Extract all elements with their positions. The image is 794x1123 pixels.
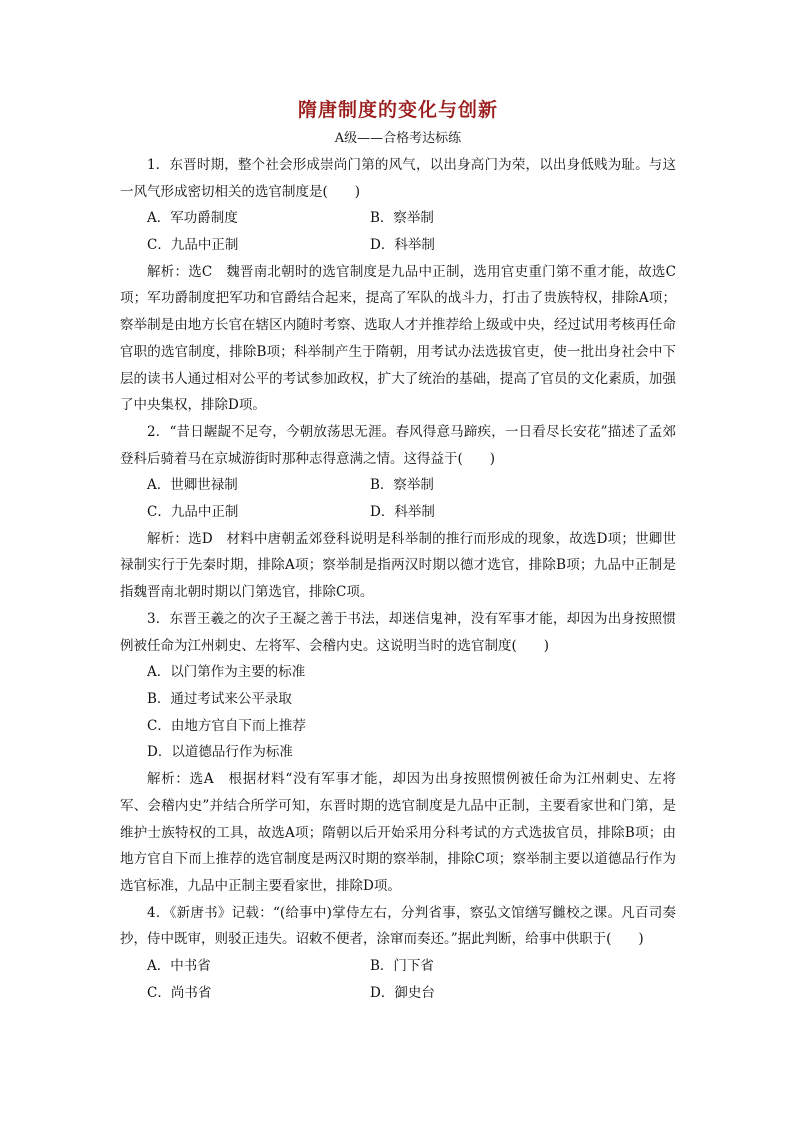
question-1-option-a: A．军功爵制度 bbox=[147, 210, 238, 227]
question-1-option-d: D．科举制 bbox=[370, 237, 435, 254]
question-2-option-b: B．察举制 bbox=[370, 477, 434, 494]
question-3-stem: 3．东晋王羲之的次子王凝之善于书法，却迷信鬼神，没有军事才能，却因为出身按照惯例被任命为江州刺史、左将军、会稽内史。这说明当时的选官制度( ) bbox=[120, 610, 676, 654]
question-4-option-d: D．御史台 bbox=[370, 984, 435, 1001]
question-2-option-d: D．科举制 bbox=[370, 504, 435, 521]
question-3-option-b: B．通过考试来公平录取 bbox=[147, 691, 292, 707]
question-2-option-c: C．九品中正制 bbox=[147, 504, 239, 521]
question-4-options-row-1 bbox=[120, 953, 676, 980]
question-2-options-row-1 bbox=[120, 472, 676, 499]
question-1-analysis: 解析：选C 魏晋南北朝时的选官制度是九品中正制，选用官吏重门第不重才能，故选C项；军功爵制度把军功和官爵结合起来，提高了军队的战斗力，打击了贵族特权，排除A项；察举制是由地方长官在辖区内随时考察、选取人才并推荐给上级或中央，经过试用考核再任命官职的选官制度，排除B项；科举制产生于隋朝，用考试办法选拔官吏，使一批出身社会中下层的读书人通过相对公平的考试参加政权，扩大了统治的基础，提高了官员的文化素质，加强了中央集权，排除D项。 bbox=[120, 263, 676, 414]
question-3-option-a: A．以门第作为主要的标准 bbox=[147, 664, 306, 681]
document-content bbox=[120, 98, 676, 1006]
question-3-analysis: 解析：选A 根据材料“没有军事才能，却因为出身按照惯例被任命为江州刺史、左将军、会稽内史”并结合所学可知，东晋时期的选官制度是九品中正制，主要看家世和门第，是维护士族特权的工具，故选A项；隋朝以后开始采用分科考试的方式选拔官员，排除B项；由地方官自下而上推荐的选官制度是两汉时期的察举制，排除C项；察举制主要以道德品行作为选官标准，九品中正制主要看家世，排除D项。 bbox=[120, 771, 676, 894]
question-4-option-c: C．尚书省 bbox=[147, 984, 212, 1001]
question-4-stem: 4．《新唐书》记载：“(给事中)掌侍左右，分判省事，察弘文馆缮写雠校之课。凡百司奏抄，侍中既审，则驳正违失。诏敕不便者，涂窜而奏还。”据此判断，给事中供职于( ) bbox=[120, 904, 676, 948]
question-1-option-c: C．九品中正制 bbox=[147, 237, 239, 254]
page-title: 隋唐制度的变化与创新 bbox=[297, 99, 498, 121]
question-1-stem: 1．东晋时期，整个社会形成崇尚门第的风气，以出身高门为荣，以出身低贱为耻。与这一风气形成密切相关的选官制度是( ) bbox=[120, 157, 676, 200]
question-1-option-b: B．察举制 bbox=[370, 210, 434, 227]
question-2-option-a: A．世卿世禄制 bbox=[147, 477, 238, 494]
question-2-analysis: 解析：选D 材料中唐朝孟郊登科说明是科举制的推行而形成的现象，故选D项；世卿世禄制实行于先秦时期，排除A项；察举制是指两汉时期以德才选官，排除B项；九品中正制是指魏晋南北朝时期以门第选官，排除C项。 bbox=[120, 530, 676, 601]
question-4-option-a: A．中书省 bbox=[147, 958, 211, 975]
question-3-option-c: C．由地方官自下而上推荐 bbox=[147, 717, 306, 734]
question-1-options-row-2 bbox=[120, 232, 676, 259]
section-level-heading: A级——合格考达标练 bbox=[334, 131, 462, 146]
question-4-options-row-2 bbox=[120, 980, 676, 1007]
question-3-option-d: D．以道德品行作为标准 bbox=[147, 744, 293, 761]
question-4-option-b: B．门下省 bbox=[370, 958, 434, 975]
question-2-options-row-2 bbox=[120, 499, 676, 526]
question-2-stem: 2．“昔日龌龊不足夸，今朝放荡思无涯。春风得意马蹄疾，一日看尽长安花”描述了孟郊登科后骑着马在京城游街时那种志得意满之情。这得益于( ) bbox=[120, 424, 676, 467]
question-1-options-row-1 bbox=[120, 205, 676, 232]
